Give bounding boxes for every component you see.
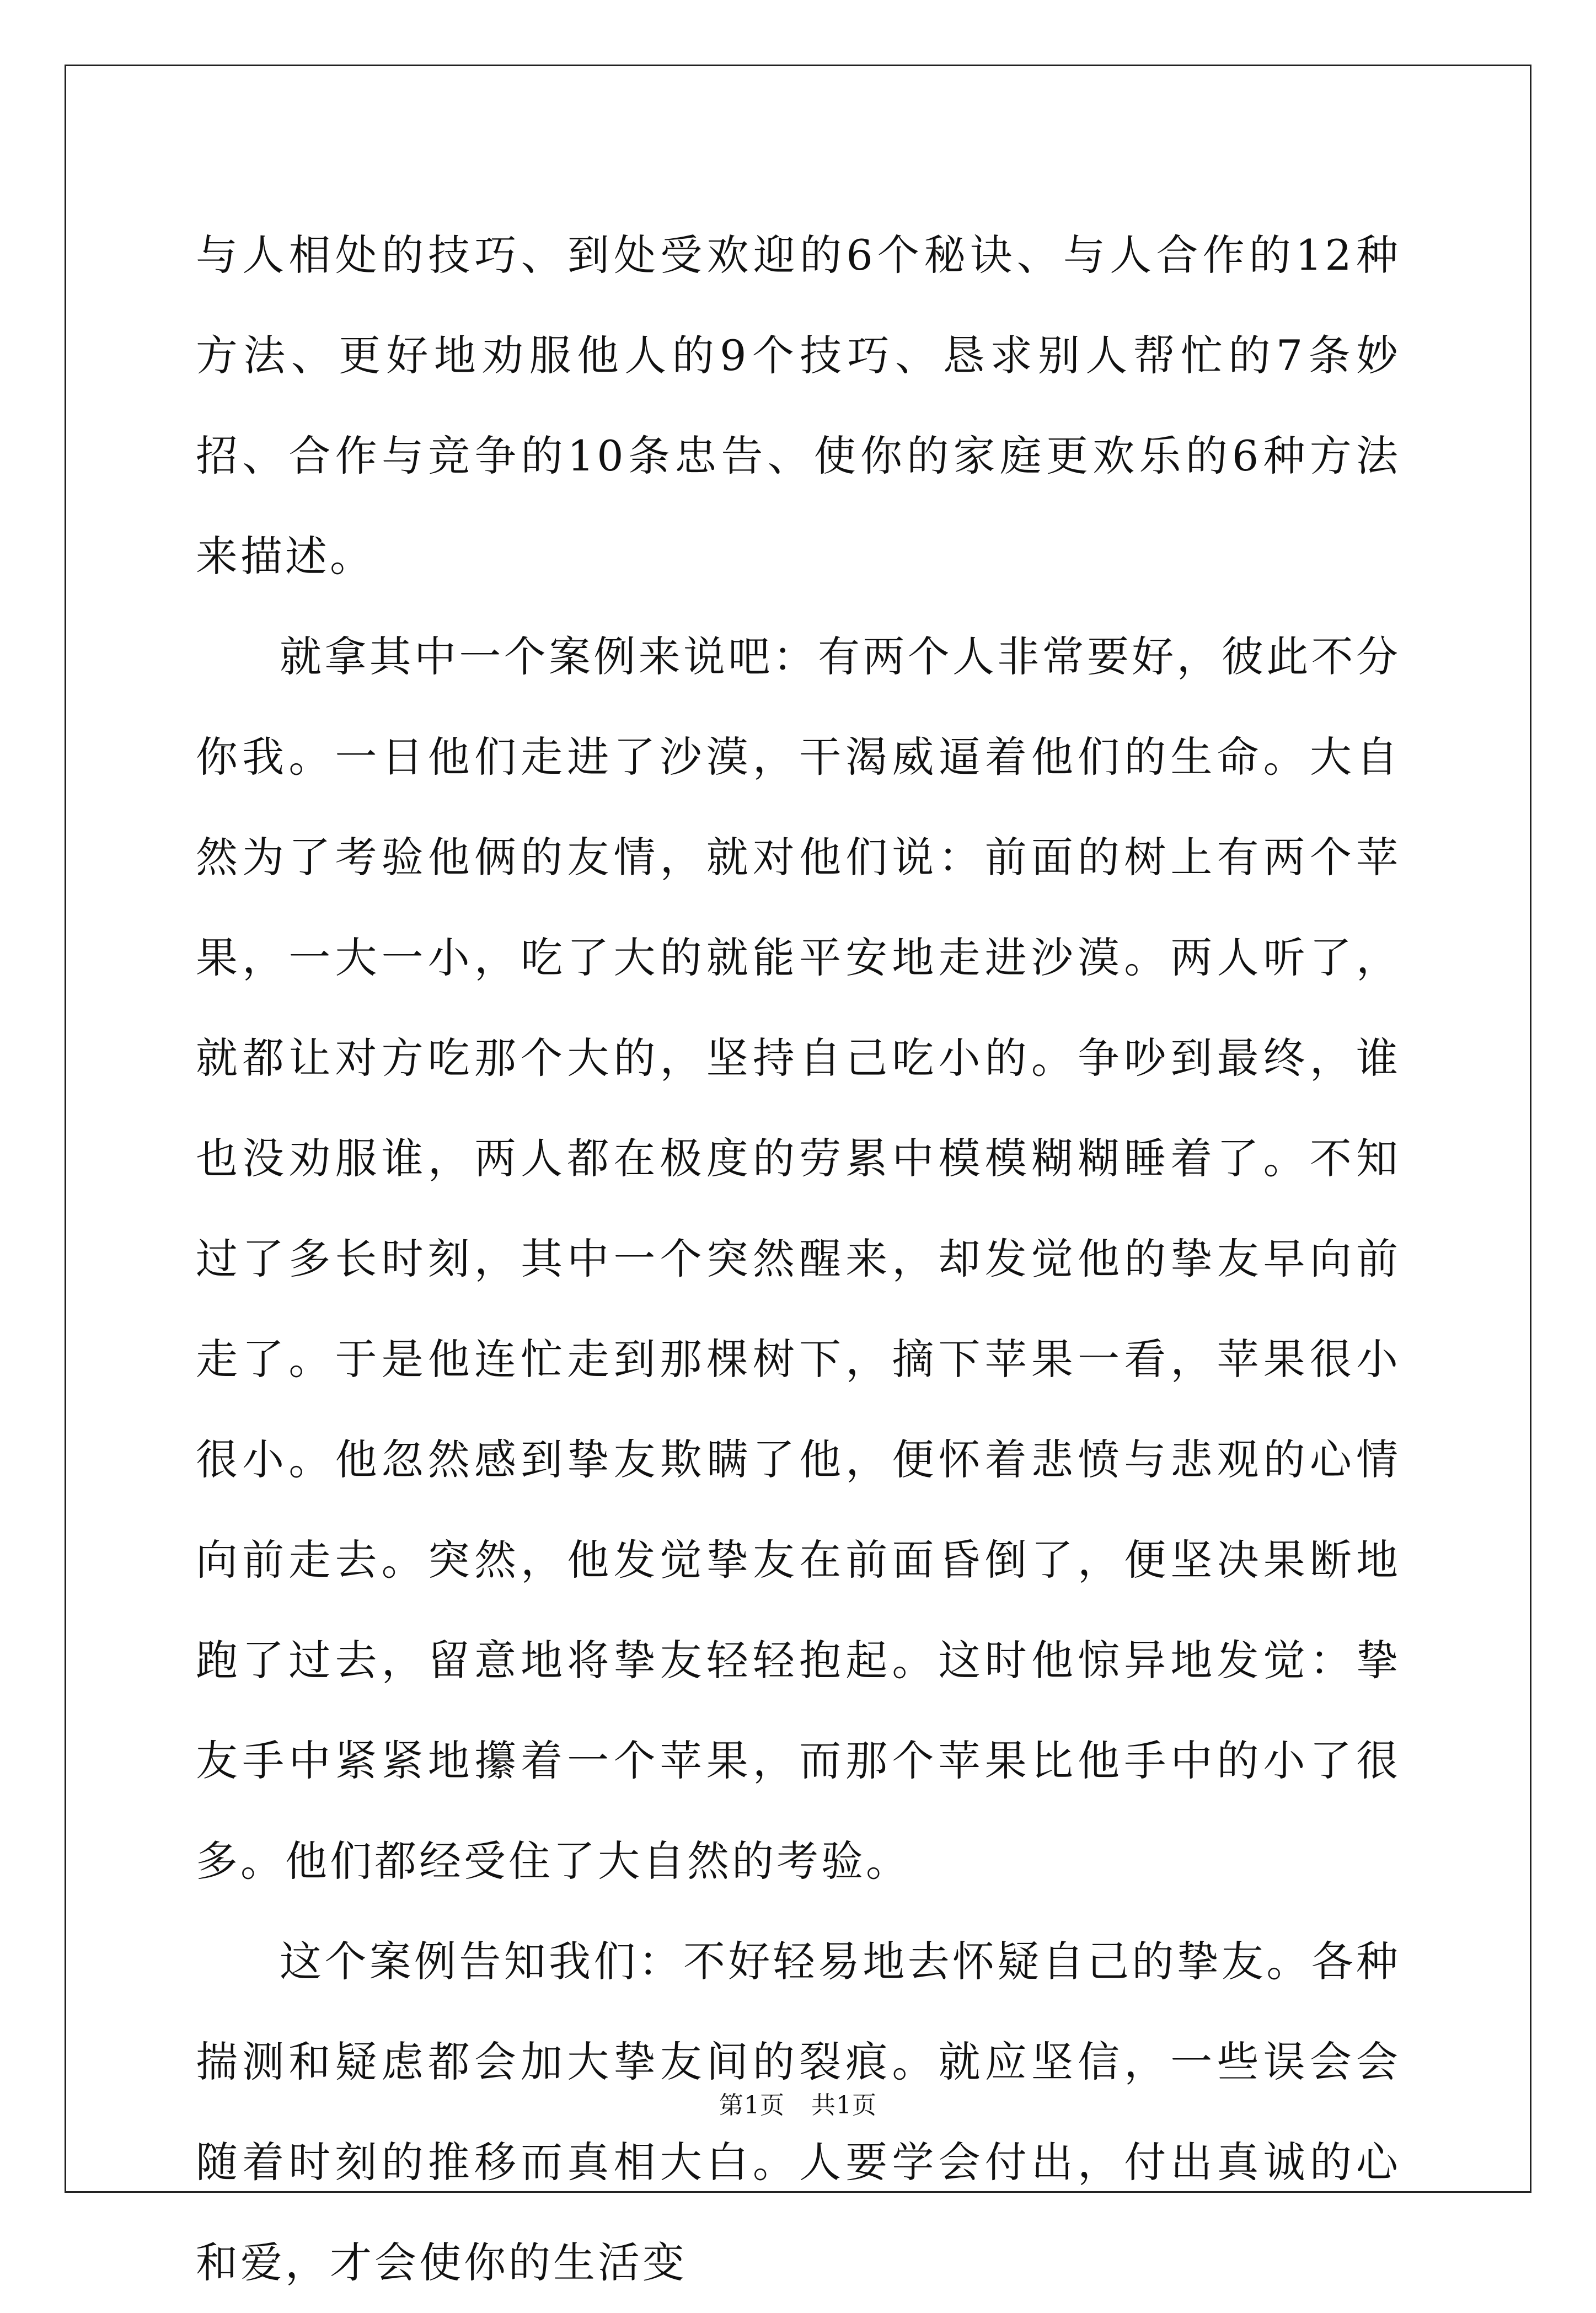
paragraph-2: 就拿其中一个案例来说吧：有两个人非常要好，彼此不分你我。一日他们走进了沙漠，干渴威逼着他们的生命。大自然为了考验他俩的友情，就对他们说：前面的树上有两个苹果，一大一小，吃了大的就能平安地走进沙漠。两人听了，就都让对方吃那个大的，坚持自己吃小的。争吵到最终，谁也没劝服谁，两人都在极度的劳累中模模糊糊睡着了。不知过了多长时刻，其中一个突然醒来，却发觉他的挚友早向前走了。于是他连忙走到那棵树下，摘下苹果一看，苹果很小很小。他忽然感到挚友欺瞒了他，便怀着悲愤与悲观的心情向前走去。突然，他发觉挚友在前面昏倒了，便坚决果断地跑了过去，留意地将挚友轻轻抱起。这时他惊异地发觉：挚友手中紧紧地攥着一个苹果，而那个苹果比他手中的小了很多。他们都经受住了大自然的考验。 [196, 632, 1401, 1886]
page-number-total: 共1页 [811, 2091, 877, 2119]
document-body [196, 205, 1401, 2313]
page-number-current: 第1页 [719, 2091, 785, 2119]
paragraph-3: 这个案例告知我们：不好轻易地去怀疑自己的挚友。各种揣测和疑虑都会加大挚友间的裂痕。就应坚信，一些误会会随着时刻的推移而真相大白。人要学会付出，付出真诚的心和爱，才会使你的生活变 [196, 1937, 1401, 2287]
paragraph-1: 与人相处的技巧、到处受欢迎的6个秘诀、与人合作的12种方法、更好地劝服他人的9个技巧、恳求别人帮忙的7条妙招、合作与竞争的10条忠告、使你的家庭更欢乐的6种方法来描述。 [196, 231, 1401, 581]
page-footer [0, 2089, 1596, 2122]
